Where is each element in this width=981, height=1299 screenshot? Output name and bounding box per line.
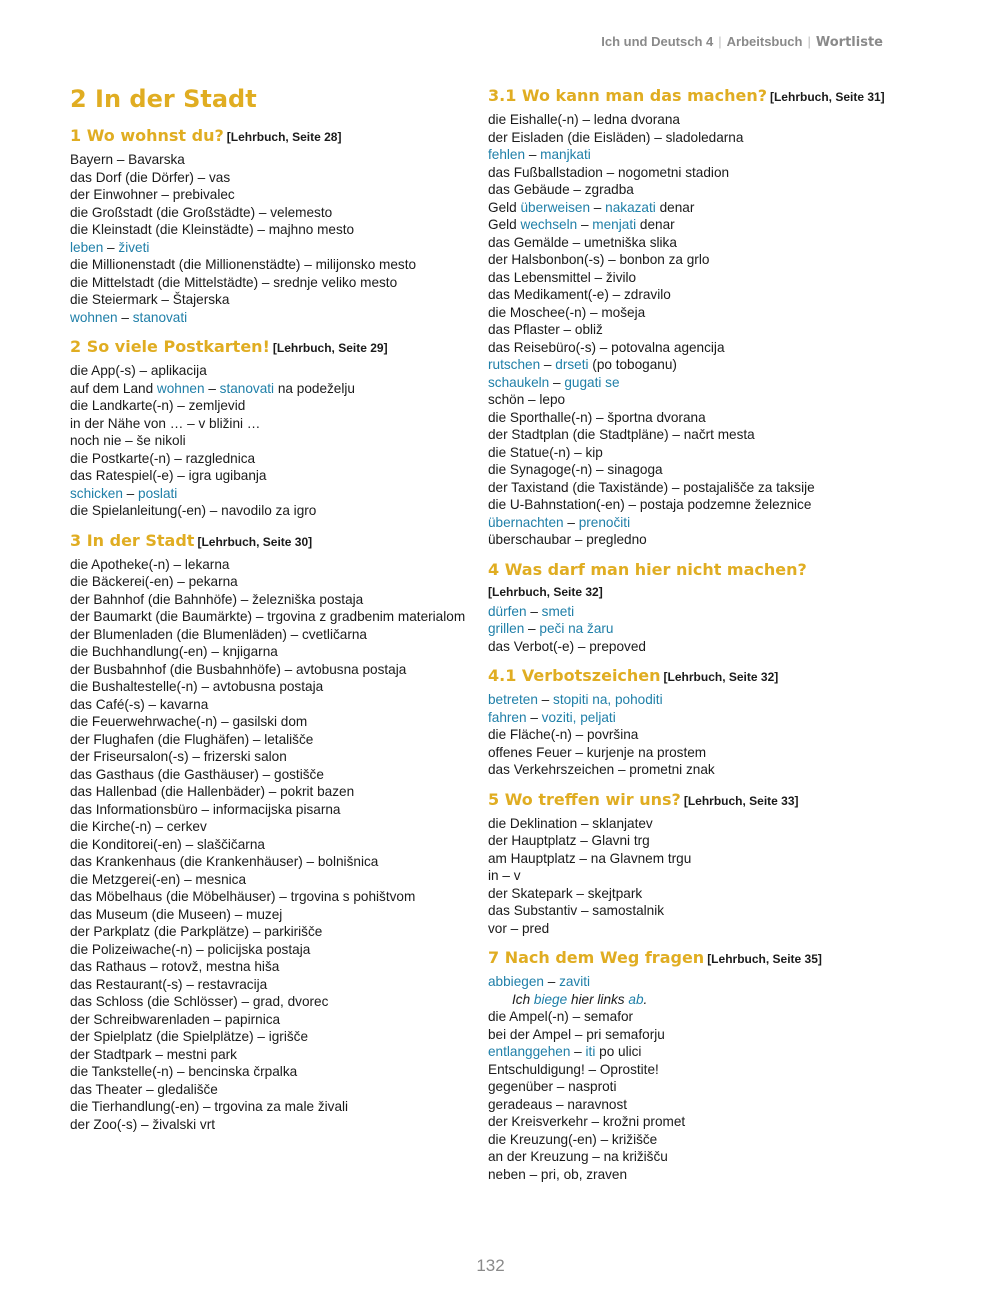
entry-text: geradeaus – naravnost xyxy=(488,1096,628,1112)
vocab-entry xyxy=(70,818,470,836)
entry-text: Ich xyxy=(512,991,534,1007)
entry-text: – xyxy=(524,621,540,636)
section-textbook-reference: [Lehrbuch, Seite 33] xyxy=(683,793,799,808)
header-separator: | xyxy=(718,34,722,49)
entry-text: die Moschee(-n) – mošeja xyxy=(488,304,646,320)
highlighted-term: živeti xyxy=(118,239,150,255)
entry-text: die Fläche(-n) – površina xyxy=(488,727,639,742)
vocab-entry xyxy=(70,1116,470,1134)
highlighted-term: biege xyxy=(533,991,568,1007)
vocab-entry xyxy=(488,234,918,252)
vocab-entry xyxy=(70,643,470,661)
entry-text: das Medikament(-e) – zdravilo xyxy=(488,287,671,302)
vocab-entry xyxy=(70,204,470,222)
section-title: 3.1 Wo kann man das machen? xyxy=(488,86,767,105)
entry-text: die Sporthalle(-n) – športna dvorana xyxy=(488,409,706,425)
right-column xyxy=(488,84,918,1192)
entry-text: die Konditorei(-en) – slaščičarna xyxy=(70,836,265,852)
entry-text: das Ratespiel(-e) – igra ugibanja xyxy=(70,468,267,483)
vocab-entry xyxy=(488,709,918,727)
entry-text: der Hauptplatz – Glavni trg xyxy=(488,833,650,848)
entry-text: der Halsbonbon(-s) – bonbon za grlo xyxy=(488,252,710,267)
vocab-entry xyxy=(488,1043,918,1061)
entry-text: der Eisladen (die Eisläden) – sladoledarna xyxy=(488,129,744,145)
entry-text: die Tankstelle(-n) – bencinska črpalka xyxy=(70,1064,298,1079)
vocab-entry xyxy=(70,1063,470,1081)
entry-text: das Reisebüro(-s) – potovalna agencija xyxy=(488,339,725,355)
entry-text: die Polizeiwache(-n) – policijska postaja xyxy=(70,941,311,957)
vocab-entry xyxy=(70,467,470,485)
vocab-entry xyxy=(70,976,470,994)
vocab-entry xyxy=(70,397,470,415)
vocab-entry xyxy=(488,726,918,744)
vocab-entry xyxy=(488,1096,918,1114)
entry-text: der Einwohner – prebivalec xyxy=(70,187,235,202)
vocab-entry xyxy=(70,993,470,1011)
section-heading xyxy=(70,335,470,360)
entry-text: das Verkehrszeichen – prometni znak xyxy=(488,762,715,777)
vocab-section xyxy=(488,946,918,1183)
vocab-section xyxy=(488,558,918,656)
vocab-entry xyxy=(488,991,918,1009)
vocab-entry xyxy=(488,1113,918,1131)
vocab-entry xyxy=(488,1166,918,1184)
vocab-entry xyxy=(488,409,918,427)
vocab-entry xyxy=(70,573,470,591)
entry-text: das Restaurant(-s) – restavracija xyxy=(70,976,268,992)
vocab-entry xyxy=(488,199,918,217)
vocab-entry xyxy=(70,151,470,169)
vocab-entry xyxy=(70,678,470,696)
entry-text: Geld xyxy=(488,199,521,215)
vocab-entry xyxy=(70,450,470,468)
entry-text: der Stadtpark – mestni park xyxy=(70,1046,237,1062)
highlighted-term: schicken xyxy=(70,485,123,501)
entry-text: Entschuldigung! – Oprostite! xyxy=(488,1061,659,1077)
highlighted-term: stanovati xyxy=(219,380,275,396)
entry-text: überschaubar – pregledno xyxy=(488,532,647,547)
entry-text: – xyxy=(549,374,565,390)
entry-text: noch nie – še nikoli xyxy=(70,433,186,448)
section-heading xyxy=(488,558,918,601)
vocab-entry xyxy=(70,502,470,520)
highlighted-term: überweisen xyxy=(520,199,591,215)
highlighted-term: grillen xyxy=(488,621,525,636)
highlighted-term: wohnen xyxy=(156,380,205,396)
section-title: 4.1 Verbotszeichen xyxy=(488,666,661,685)
vocab-entry xyxy=(70,626,470,644)
section-title: 5 Wo treffen wir uns? xyxy=(488,789,681,809)
vocab-entry xyxy=(70,309,470,327)
vocab-section xyxy=(488,664,918,779)
entry-text: – xyxy=(204,380,220,396)
left-sections xyxy=(70,124,470,1133)
vocab-entry xyxy=(488,461,918,479)
entry-text: das Dorf (die Dörfer) – vas xyxy=(70,169,231,185)
entry-text: die Deklination – sklanjatev xyxy=(488,815,653,831)
section-title: 3 In der Stadt xyxy=(70,530,195,550)
entry-text: – xyxy=(525,147,541,162)
vocab-entry xyxy=(488,973,918,991)
entry-text: die Statue(-n) – kip xyxy=(488,444,603,460)
vocab-entry xyxy=(488,1148,918,1166)
vocab-entry xyxy=(488,850,918,868)
vocab-entry xyxy=(488,514,918,532)
section-heading xyxy=(488,84,918,109)
vocab-entry xyxy=(488,1061,918,1079)
entry-text: die Feuerwehrwache(-n) – gasilski dom xyxy=(70,714,308,729)
entry-text: das Theater – gledališče xyxy=(70,1081,218,1097)
entry-text: neben – pri, ob, zraven xyxy=(488,1166,628,1182)
vocab-entry xyxy=(70,731,470,749)
entry-text: in – v xyxy=(488,868,521,883)
entry-text: das Fußballstadion – nogometni stadion xyxy=(488,164,730,180)
highlighted-term: schaukeln xyxy=(488,374,550,390)
vocab-entry xyxy=(488,374,918,392)
entry-text: . xyxy=(643,991,648,1007)
entry-text: die Kirche(-n) – cerkev xyxy=(70,819,207,834)
right-sections xyxy=(488,84,918,1183)
highlighted-term: peči na žaru xyxy=(539,621,614,636)
vocab-entry xyxy=(488,391,918,409)
section-heading xyxy=(488,664,918,689)
entry-text: das Gemälde – umetniška slika xyxy=(488,234,677,250)
header-separator: | xyxy=(807,34,811,49)
entry-text: in der Nähe von … – v bližini … xyxy=(70,415,261,431)
highlighted-term: übernachten xyxy=(488,514,564,530)
entry-text: die Eishalle(-n) – ledna dvorana xyxy=(488,112,680,127)
vocab-entry xyxy=(488,444,918,462)
highlighted-term: poslati xyxy=(138,485,178,501)
highlighted-term: rutschen xyxy=(488,357,541,372)
highlighted-term: voziti, peljati xyxy=(541,709,616,725)
entry-text: das Informationsbüro – informacijska pisarna xyxy=(70,801,341,817)
entry-text: der Taxistand (die Taxistände) – postajališče za taksije xyxy=(488,479,815,495)
entry-text: das Möbelhaus (die Möbelhäuser) – trgovina s pohištvom xyxy=(70,889,416,904)
section-heading xyxy=(488,946,918,971)
entry-text: das Verbot(-e) – prepoved xyxy=(488,638,646,654)
highlighted-term: abbiegen xyxy=(488,974,544,989)
section-heading xyxy=(70,124,470,149)
entry-text: die Buchhandlung(-en) – knjigarna xyxy=(70,644,278,659)
entry-text: der Skatepark – skejtpark xyxy=(488,885,643,901)
vocab-entry xyxy=(488,496,918,514)
entry-text: – xyxy=(570,1044,586,1059)
vocab-entry xyxy=(70,1081,470,1099)
entry-text: auf dem Land xyxy=(70,380,157,396)
entry-text: der Flughafen (die Flughäfen) – letališče xyxy=(70,731,314,747)
vocab-entry xyxy=(70,256,470,274)
section-textbook-reference: [Lehrbuch, Seite 32] xyxy=(488,584,603,599)
vocab-entry xyxy=(488,885,918,903)
highlighted-term: gugati se xyxy=(564,374,620,390)
vocab-entry xyxy=(70,432,470,450)
entry-text: die Bäckerei(-en) – pekarna xyxy=(70,574,238,589)
vocab-entry xyxy=(488,815,918,833)
entry-text: der Schreibwarenladen – papirnica xyxy=(70,1011,281,1027)
vocab-entry xyxy=(488,691,918,709)
entry-text: bei der Ampel – pri semaforju xyxy=(488,1026,665,1042)
entry-text: po ulici xyxy=(595,1044,642,1059)
highlighted-term: wohnen xyxy=(70,309,118,325)
entry-text: – xyxy=(540,357,556,372)
entry-text: – xyxy=(526,709,542,725)
vocab-entry xyxy=(70,415,470,433)
vocab-entry xyxy=(488,479,918,497)
entry-text: denar xyxy=(655,199,695,215)
vocab-entry xyxy=(70,1028,470,1046)
vocab-entry xyxy=(70,958,470,976)
vocab-entry xyxy=(70,783,470,801)
entry-text: das Hallenbad (die Hallenbäder) – pokrit bazen xyxy=(70,784,355,799)
highlighted-term: stopiti na, pohoditi xyxy=(553,692,663,707)
vocab-entry xyxy=(488,531,918,549)
vocab-entry xyxy=(70,556,470,574)
entry-text: der Busbahnhof (die Busbahnhöfe) – avtobusna postaja xyxy=(70,661,407,677)
entry-text: (po toboganu) xyxy=(588,357,677,372)
entry-text: das Lebensmittel – živilo xyxy=(488,269,637,285)
section-textbook-reference: [Lehrbuch, Seite 30] xyxy=(197,534,313,549)
highlighted-term: betreten xyxy=(488,692,538,707)
entry-text: das Krankenhaus (die Krankenhäuser) – bolnišnica xyxy=(70,854,379,869)
entry-text: die Mittelstadt (die Mittelstädte) – srednje veliko mesto xyxy=(70,274,398,290)
entry-text: – xyxy=(537,692,554,707)
entry-text: die Steiermark – Štajerska xyxy=(70,292,230,307)
vocab-entry xyxy=(70,1011,470,1029)
entry-text: der Zoo(-s) – živalski vrt xyxy=(70,1116,216,1132)
vocab-entry xyxy=(488,1078,918,1096)
entry-text: Bayern – Bavarska xyxy=(70,152,185,167)
section-textbook-reference: [Lehrbuch, Seite 29] xyxy=(272,341,388,355)
vocab-entry xyxy=(488,304,918,322)
entry-text: die Postkarte(-n) – razglednica xyxy=(70,450,256,466)
vocab-entry xyxy=(70,906,470,924)
entry-text: das Schloss (die Schlösser) – grad, dvorec xyxy=(70,994,329,1009)
highlighted-term: wechseln xyxy=(520,217,578,232)
entry-text: der Friseursalon(-s) – frizerski salon xyxy=(70,749,287,764)
vocab-entry xyxy=(70,836,470,854)
highlighted-term: leben xyxy=(70,239,104,255)
highlighted-term: manjkati xyxy=(540,147,591,162)
section-title: 2 So viele Postkarten! xyxy=(70,337,270,356)
entry-text: das Rathaus – rotovž, mestna hiša xyxy=(70,959,280,974)
vocab-entry xyxy=(488,286,918,304)
vocab-entry xyxy=(488,744,918,762)
entry-text: denar xyxy=(636,217,675,232)
vocab-entry xyxy=(488,321,918,339)
vocab-entry xyxy=(488,129,918,147)
highlighted-term: nakazati xyxy=(605,199,656,215)
entry-text: die Kleinstadt (die Kleinstädte) – majhno mesto xyxy=(70,222,355,237)
vocab-entry xyxy=(70,713,470,731)
page-title: 2 In der Stadt xyxy=(70,85,257,113)
vocab-entry xyxy=(70,169,470,187)
entry-text: der Blumenladen (die Blumenläden) – cvetličarna xyxy=(70,626,367,642)
entry-text: der Bahnhof (die Bahnhöfe) – železniška postaja xyxy=(70,591,364,607)
entry-text: der Kreisverkehr – krožni promet xyxy=(488,1114,686,1129)
section-heading xyxy=(488,788,918,813)
vocab-entry xyxy=(70,941,470,959)
highlighted-term: menjati xyxy=(592,217,637,232)
vocab-section xyxy=(488,788,918,938)
vocab-entry xyxy=(70,274,470,292)
section-title: 4 Was darf man hier nicht machen? xyxy=(488,559,807,579)
vocab-entry xyxy=(488,216,918,234)
highlighted-term: zaviti xyxy=(559,974,591,989)
vocab-entry xyxy=(488,356,918,374)
entry-text: – xyxy=(526,603,542,619)
vocab-entry xyxy=(70,186,470,204)
highlighted-term: fahren xyxy=(488,709,527,725)
entry-text: der Parkplatz (die Parkplätze) – parkirišče xyxy=(70,924,323,939)
vocab-entry xyxy=(70,1046,470,1064)
entry-text: offenes Feuer – kurjenje na prostem xyxy=(488,744,707,760)
entry-text: die Kreuzung(-en) – križišče xyxy=(488,1131,658,1147)
left-column xyxy=(70,84,470,1142)
vocab-entry xyxy=(488,832,918,850)
entry-text: die Spielanleitung(-en) – navodilo za igro xyxy=(70,503,317,518)
vocab-entry xyxy=(70,661,470,679)
entry-text: der Baumarkt (die Baumärkte) – trgovina z gradbenim materialom xyxy=(70,609,466,624)
vocab-entry xyxy=(70,801,470,819)
vocab-entry xyxy=(488,1008,918,1026)
entry-text: der Spielplatz (die Spielplätze) – igrišče xyxy=(70,1029,309,1044)
vocab-entry xyxy=(70,748,470,766)
vocab-entry xyxy=(70,766,470,784)
entry-text: hier links xyxy=(567,991,629,1007)
highlighted-term: prenočiti xyxy=(578,514,631,530)
highlighted-term: smeti xyxy=(541,603,575,619)
vocab-entry xyxy=(70,362,470,380)
vocab-entry xyxy=(70,608,470,626)
vocab-entry xyxy=(488,269,918,287)
entry-text: die Großstadt (die Großstädte) – velemesto xyxy=(70,204,333,220)
section-heading xyxy=(70,529,470,554)
header-book-type: Arbeitsbuch xyxy=(726,34,803,49)
section-textbook-reference: [Lehrbuch, Seite 35] xyxy=(707,952,822,966)
entry-text: die Millionenstadt (die Millionenstädte) – milijonsko mesto xyxy=(70,257,417,272)
entry-text: die Bushaltestelle(-n) – avtobusna postaja xyxy=(70,679,324,694)
vocab-entry xyxy=(488,1131,918,1149)
vocab-entry xyxy=(488,339,918,357)
entry-text: – xyxy=(543,974,560,989)
entry-text: an der Kreuzung – na križišču xyxy=(488,1149,668,1164)
highlighted-term: entlanggehen xyxy=(488,1044,571,1059)
entry-text: das Pflaster – obliž xyxy=(488,322,603,337)
vocab-entry xyxy=(70,239,470,257)
section-textbook-reference: [Lehrbuch, Seite 32] xyxy=(663,670,779,684)
vocab-entry xyxy=(70,485,470,503)
header-section-name: Wortliste xyxy=(815,35,883,50)
vocab-entry xyxy=(488,867,918,885)
vocab-entry xyxy=(488,603,918,621)
entry-text: – xyxy=(563,514,579,530)
entry-text: das Café(-s) – kavarna xyxy=(70,696,209,712)
highlighted-term: dürfen xyxy=(488,603,527,619)
entry-text: die Synagoge(-n) – sinagoga xyxy=(488,462,663,477)
entry-text: das Gebäude – zgradba xyxy=(488,182,634,197)
entry-text: die Apotheke(-n) – lekarna xyxy=(70,556,230,572)
entry-text: am Hauptplatz – na Glavnem trgu xyxy=(488,850,692,866)
vocab-entry xyxy=(488,1026,918,1044)
page-number: 132 xyxy=(476,1256,505,1275)
vocab-entry xyxy=(488,111,918,129)
vocab-entry xyxy=(70,380,470,398)
vocab-entry xyxy=(70,853,470,871)
entry-text: na podeželju xyxy=(274,380,355,396)
entry-text: das Gasthaus (die Gasthäuser) – gostišče xyxy=(70,766,324,782)
vocab-section xyxy=(70,529,470,1134)
highlighted-term: drseti xyxy=(555,357,589,372)
vocab-entry xyxy=(70,221,470,239)
entry-text: vor – pred xyxy=(488,920,550,936)
entry-text: die App(-s) – aplikacija xyxy=(70,363,207,378)
section-textbook-reference: [Lehrbuch, Seite 31] xyxy=(769,90,885,104)
entry-text: die Landkarte(-n) – zemljevid xyxy=(70,398,246,413)
vocab-entry xyxy=(70,591,470,609)
vocab-section xyxy=(70,335,470,520)
section-title: 7 Nach dem Weg fragen xyxy=(488,948,705,967)
vocab-entry xyxy=(488,426,918,444)
entry-text: die U-Bahnstation(-en) – postaja podzemne železnice xyxy=(488,497,812,512)
vocab-entry xyxy=(70,1098,470,1116)
vocab-entry xyxy=(70,888,470,906)
vocab-entry xyxy=(70,871,470,889)
vocab-entry xyxy=(488,146,918,164)
vocab-entry xyxy=(70,291,470,309)
vocab-entry xyxy=(488,920,918,938)
highlighted-term: stanovati xyxy=(132,309,188,325)
entry-text: – xyxy=(117,309,133,325)
running-header xyxy=(601,34,883,50)
vocab-entry xyxy=(488,251,918,269)
entry-text: – xyxy=(577,217,593,232)
entry-text: – xyxy=(103,239,119,255)
entry-text: das Museum (die Museen) – muzej xyxy=(70,906,283,922)
section-textbook-reference: [Lehrbuch, Seite 28] xyxy=(226,130,342,144)
vocab-entry xyxy=(70,696,470,714)
vocab-entry xyxy=(488,181,918,199)
vocab-section xyxy=(488,84,918,549)
entry-text: Geld xyxy=(488,217,521,232)
entry-text: das Substantiv – samostalnik xyxy=(488,903,665,918)
vocab-entry xyxy=(488,620,918,638)
vocab-entry xyxy=(488,638,918,656)
entry-text: – xyxy=(590,199,606,215)
entry-text: schön – lepo xyxy=(488,392,566,407)
entry-text: die Metzgerei(-en) – mesnica xyxy=(70,871,247,887)
vocab-section xyxy=(70,124,470,326)
header-book-title: Ich und Deutsch 4 xyxy=(601,34,714,49)
highlighted-term: iti xyxy=(585,1044,596,1059)
vocab-entry xyxy=(488,761,918,779)
entry-text: die Ampel(-n) – semafor xyxy=(488,1009,634,1024)
section-title: 1 Wo wohnst du? xyxy=(70,126,224,145)
entry-text: – xyxy=(122,485,139,501)
entry-text: die Tierhandlung(-en) – trgovina za male živali xyxy=(70,1099,349,1114)
vocab-entry xyxy=(70,923,470,941)
highlighted-term: fehlen xyxy=(488,147,526,162)
vocab-entry xyxy=(488,164,918,182)
vocab-entry xyxy=(488,902,918,920)
entry-text: gegenüber – nasproti xyxy=(488,1079,617,1094)
entry-text: der Stadtplan (die Stadtpläne) – načrt mesta xyxy=(488,427,755,442)
highlighted-term: ab xyxy=(628,991,644,1007)
